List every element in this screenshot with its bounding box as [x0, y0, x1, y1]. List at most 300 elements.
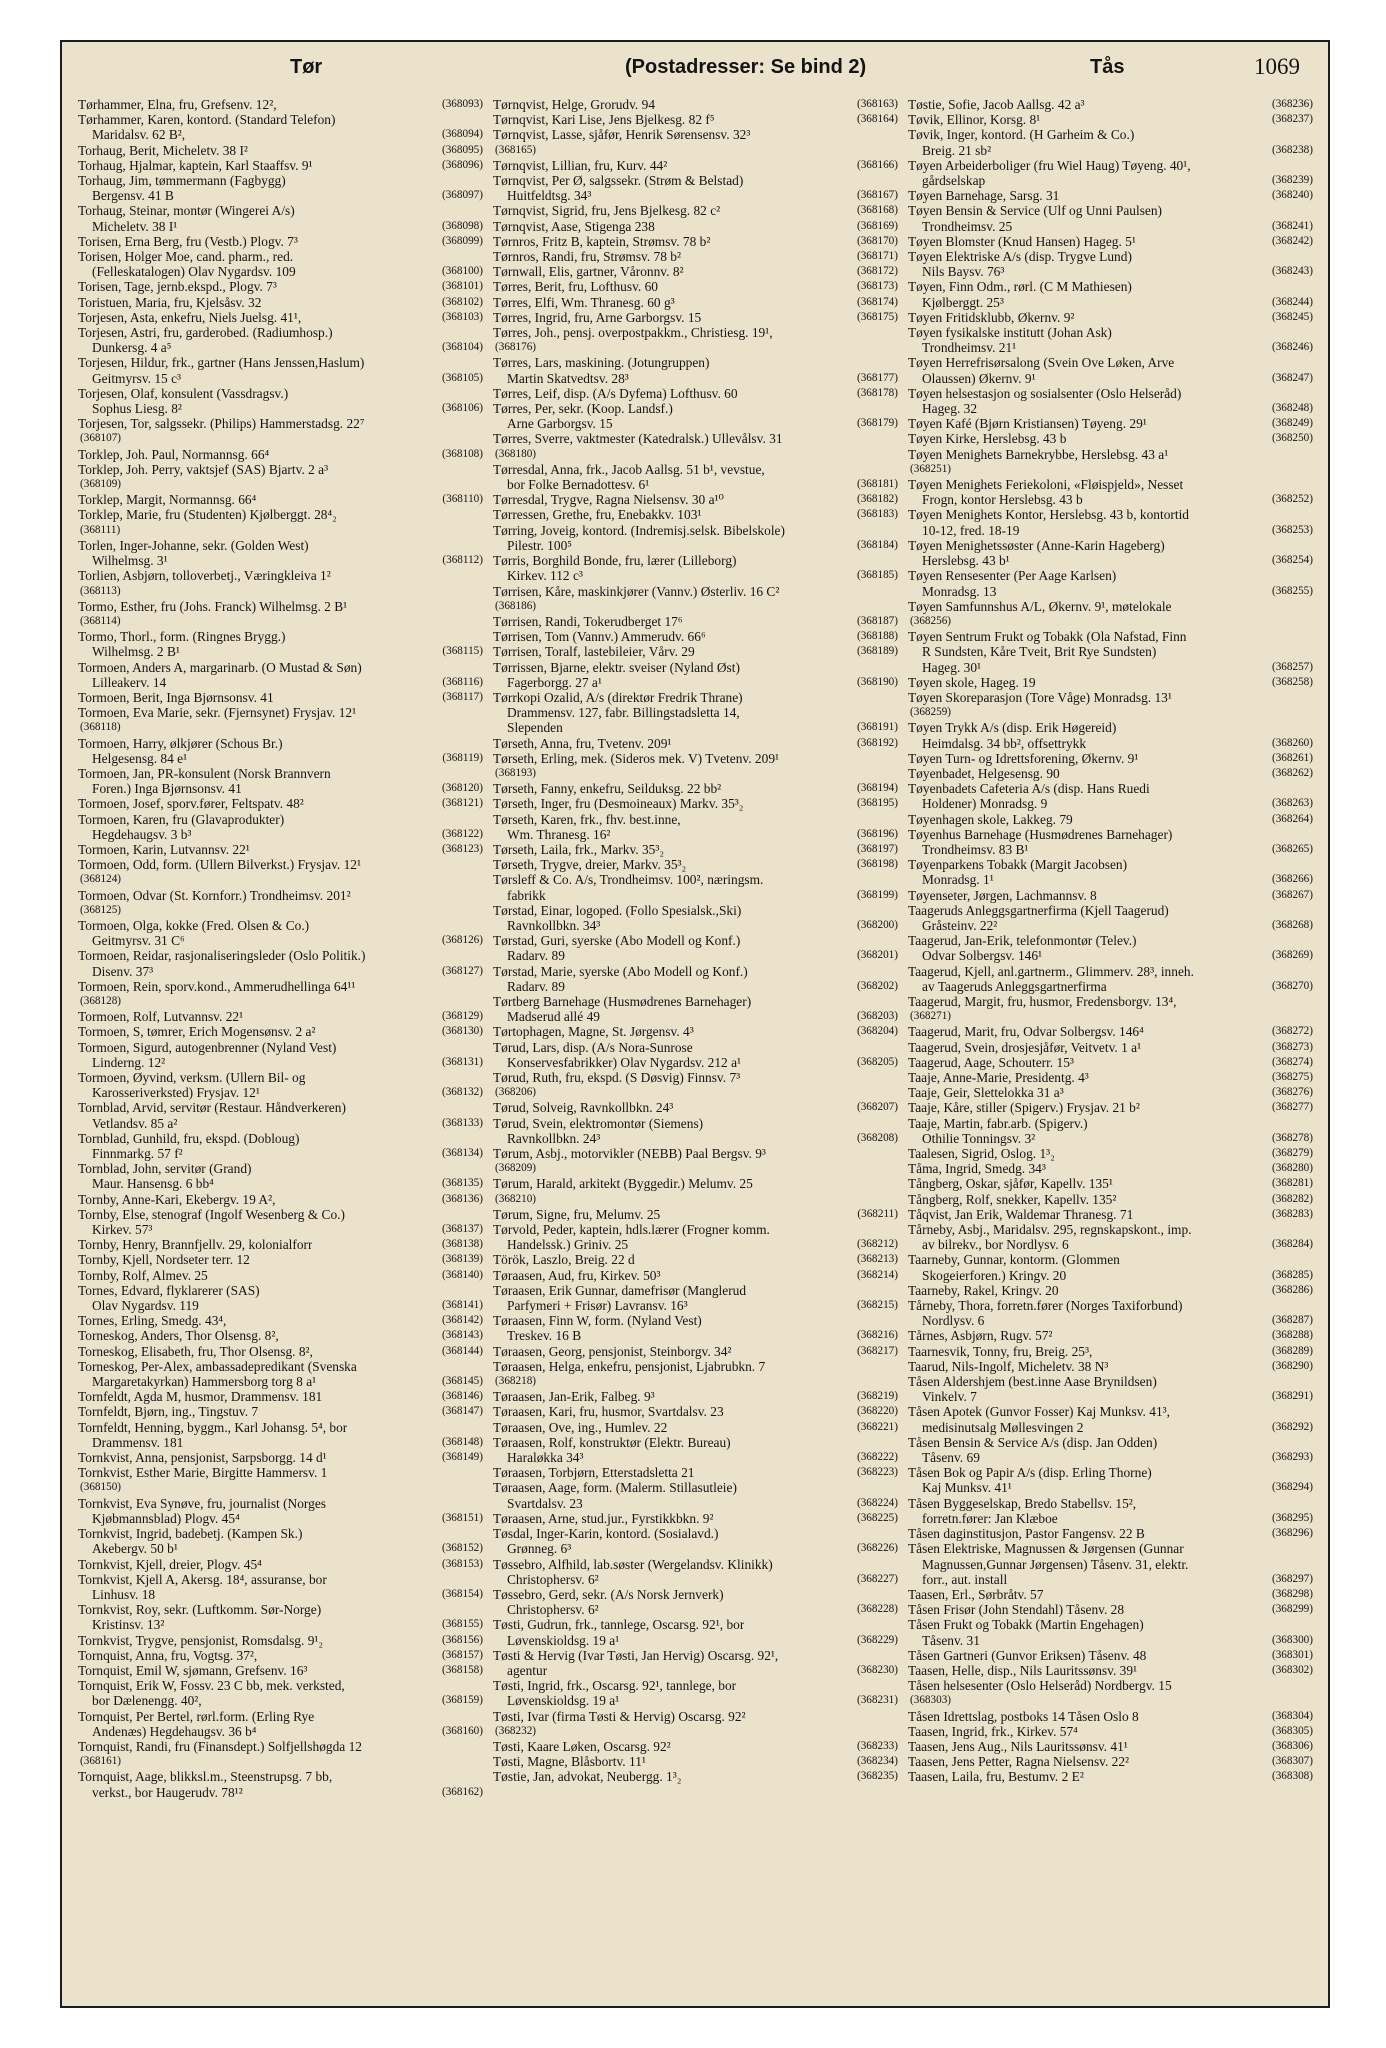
listing-number: (368192)	[856, 736, 898, 749]
listing-text: Török, Laszlo, Breig. 22 d	[493, 1252, 635, 1268]
listing-text: bor Dælenengg. 40²,	[92, 1693, 202, 1709]
listing-text: medisinutsalg Møllesvingen 2	[922, 1419, 1084, 1435]
listing-text: Martin Skatvedtsv. 28³	[507, 370, 629, 386]
listing-number: (368236)	[1271, 98, 1313, 110]
listing-line	[493, 492, 898, 507]
listing-line	[908, 1587, 1313, 1602]
listing-text: Løvenskioldsg. 19 a¹	[507, 1632, 620, 1648]
listing-line	[78, 1450, 483, 1465]
listing-line	[78, 1633, 483, 1648]
listing-text: Tørum, Asbj., motorvikler (NEBB) Paal Bergsv. 9³	[493, 1146, 766, 1162]
listing-number: (368297)	[1271, 1572, 1313, 1585]
listing-number: (368205)	[856, 1055, 898, 1068]
listing-text: Taasen, Helle, disp., Nils Lauritssønsv. 39¹	[908, 1662, 1138, 1678]
listing-number: (368169)	[856, 219, 898, 232]
listing-line	[493, 431, 898, 446]
listing-number: (368133)	[441, 1116, 483, 1129]
listing-line	[78, 538, 483, 553]
listing-number: (368230)	[856, 1663, 898, 1676]
listing-number: (368195)	[856, 797, 898, 810]
listing-number: (368266)	[1271, 873, 1313, 886]
listing-text: Torjesen, Asta, enkefru, Niels Juelsg. 41¹,	[78, 309, 302, 325]
listing-line	[78, 720, 483, 735]
listing-number: (368254)	[1271, 554, 1313, 567]
listing-text: Tørressen, Grethe, fru, Enebakkv. 103¹	[493, 507, 702, 523]
listing-number: (368226)	[856, 1542, 898, 1555]
listing-line	[78, 1283, 483, 1298]
listing-line	[908, 1252, 1313, 1267]
listing-text: Tornquist, Randi, fru (Finansdept.) Solfjellshøgda 12	[78, 1738, 362, 1754]
listing-number: (368219)	[856, 1390, 898, 1403]
listing-number: (368240)	[1271, 189, 1313, 202]
listing-text: Gråsteinv. 22²	[922, 917, 998, 933]
listing-line	[908, 1404, 1313, 1419]
listing-line	[78, 1785, 483, 1800]
listing-number: (368093)	[441, 98, 483, 110]
listing-number: (368250)	[1271, 432, 1313, 445]
listing-text: Tøyen Menighets Feriekoloni, «Fløispjeld», Nesset	[908, 477, 1184, 493]
listing-text: Tormo, Thorl., form. (Ringnes Brygg.)	[78, 629, 286, 645]
listing-number: (368269)	[1271, 949, 1313, 962]
listing-line	[908, 1511, 1313, 1526]
listing-line	[908, 1192, 1313, 1207]
listing-line	[493, 234, 898, 249]
listing-line	[908, 918, 1313, 933]
listing-text: Kjølberggt. 25³	[922, 294, 1004, 310]
listing-text: Christophersv. 6²	[507, 1571, 599, 1587]
listing-number: (368235)	[856, 1770, 898, 1783]
listing-text: Tørrisen, Kåre, maskinkjører (Vannv.) Østerliv. 16 C²	[493, 583, 780, 599]
listing-text: Tørstad, Guri, syerske (Abo Modell og Konf.)	[493, 933, 741, 949]
listing-text: (368176)	[495, 341, 537, 354]
listing-line	[908, 857, 1313, 872]
listing-number: (368098)	[441, 219, 483, 232]
listing-line	[908, 523, 1313, 538]
listing-line	[78, 599, 483, 614]
listing-text: Sophus Liesg. 8²	[92, 401, 182, 417]
listing-line	[493, 507, 898, 522]
listing-line	[78, 827, 483, 842]
listing-line	[78, 568, 483, 583]
listing-text: Holdener) Monradsg. 9	[922, 796, 1048, 812]
listing-number: (368238)	[1271, 143, 1313, 156]
listing-line	[78, 1161, 483, 1176]
listing-text: Tornquist, Per Bertel, rørl.form. (Erling Rye	[78, 1708, 315, 1724]
listing-number: (368286)	[1271, 1283, 1313, 1296]
listing-line	[908, 584, 1313, 599]
listing-line	[908, 979, 1313, 994]
listing-line	[493, 599, 898, 614]
listing-line	[78, 766, 483, 781]
listing-column-1	[78, 97, 483, 1994]
listing-text: Konservesfabrikker) Olav Nygardsv. 212 a¹	[507, 1054, 742, 1070]
listing-number: (368213)	[856, 1253, 898, 1266]
listing-number: (368200)	[856, 918, 898, 931]
listing-number: (368097)	[441, 189, 483, 202]
listing-text: Tøyen Bensin & Service (Ulf og Unni Paulsen)	[908, 203, 1163, 219]
listing-number: (368300)	[1271, 1633, 1313, 1646]
listing-line	[78, 1009, 483, 1024]
listing-number: (368110)	[442, 493, 483, 506]
listing-line	[78, 462, 483, 477]
listing-number: (368290)	[1271, 1359, 1313, 1372]
listing-line	[78, 1511, 483, 1526]
listing-line	[493, 1176, 898, 1191]
listing-text: Taarud, Nils-Ingolf, Micheletv. 38 N³	[908, 1358, 1109, 1374]
listing-number: (368116)	[442, 675, 483, 688]
listing-number: (368138)	[441, 1238, 483, 1251]
listing-text: Huitfeldtsg. 34³	[507, 188, 592, 204]
listing-text: Madserud allé 49	[507, 1009, 600, 1025]
listing-line	[908, 1161, 1313, 1176]
listing-text: Tørrkopi Ozalid, A/s (direktør Fredrik Thrane)	[493, 689, 743, 705]
listing-text: Tornby, Kjell, Nordseter terr. 12	[78, 1252, 250, 1268]
listing-text: Tørum, Signe, fru, Melumv. 25	[493, 1206, 661, 1222]
listing-line	[493, 1389, 898, 1404]
listing-number: (368105)	[441, 371, 483, 384]
listing-text: Tøyenparkens Tobakk (Margit Jacobsen)	[908, 857, 1128, 873]
listing-text: Kjøbmannsblad) Plogv. 45⁴	[92, 1510, 240, 1526]
listing-text: Tormoen, Eva Marie, sekr. (Fjernsynet) Frysjav. 12¹	[78, 705, 357, 721]
listing-line	[493, 1693, 898, 1708]
listing-number: (368134)	[441, 1147, 483, 1160]
listing-text: Grønneg. 6³	[507, 1541, 572, 1557]
listing-text: Radarv. 89	[507, 978, 565, 994]
listing-text: Linhusv. 18	[92, 1586, 156, 1602]
listing-text: Tåqvist, Jan Erik, Waldemar Thranesg. 71	[908, 1206, 1134, 1222]
listing-line	[493, 1511, 898, 1526]
listing-line	[908, 1420, 1313, 1435]
listing-text: Taaje, Martin, fabr.arb. (Spigerv.)	[908, 1115, 1088, 1131]
listing-line	[493, 97, 898, 112]
listing-line	[493, 538, 898, 553]
listing-number: (368103)	[441, 310, 483, 323]
listing-text: Tørnqvist, Lasse, sjåfør, Henrik Sørensensv. 32³	[493, 127, 751, 143]
listing-line	[78, 1024, 483, 1039]
listing-text: Finnmarkg. 57 f²	[92, 1146, 183, 1162]
listing-number: (368159)	[441, 1694, 483, 1707]
listing-line	[493, 614, 898, 629]
listing-text: (368161)	[80, 1755, 122, 1768]
listing-line	[493, 1633, 898, 1648]
listing-text: Tormoen, Anders A, margarinarb. (O Mustad & Søn)	[78, 659, 362, 675]
listing-number: (368304)	[1271, 1709, 1313, 1722]
listing-number: (368117)	[442, 690, 483, 703]
listing-text: bor Folke Bernadottesv. 6¹	[507, 477, 650, 493]
listing-line	[493, 1769, 898, 1784]
listing-number: (368288)	[1271, 1329, 1313, 1342]
listing-line	[78, 492, 483, 507]
listing-text: Tørhammer, Karen, kontord. (Standard Telefon)	[78, 112, 336, 128]
listing-text: (368251)	[910, 462, 952, 475]
listing-text: Taarneby, Gunnar, kontorm. (Glommen	[908, 1252, 1120, 1268]
listing-text: Disenv. 37³	[92, 963, 154, 979]
listing-number: (368139)	[441, 1253, 483, 1266]
listing-number: (368148)	[441, 1435, 483, 1448]
listing-text: Tormoen, Odd, form. (Ullern Bilverkst.) Frysjav. 12¹	[78, 857, 361, 873]
listing-line	[908, 1450, 1313, 1465]
listing-number: (368141)	[441, 1299, 483, 1312]
listing-text: Dunkersg. 4 a⁵	[92, 340, 172, 356]
listing-number: (368301)	[1271, 1648, 1313, 1661]
listing-text: Tørnros, Fritz B, kaptein, Strømsv. 78 b²	[493, 233, 711, 249]
listing-line	[493, 173, 898, 188]
listing-text: (368109)	[80, 478, 122, 491]
listing-line	[908, 1268, 1313, 1283]
listing-line	[493, 1541, 898, 1556]
listing-line	[78, 644, 483, 659]
listing-number: (368132)	[441, 1086, 483, 1099]
listing-line	[78, 1420, 483, 1435]
listing-line	[78, 1374, 483, 1389]
listing-line	[908, 1344, 1313, 1359]
listing-line	[78, 340, 483, 355]
listing-text: Torlien, Asbjørn, tolloverbetj., Væringkleiva 1²	[78, 568, 331, 584]
listing-number: (368307)	[1271, 1755, 1313, 1768]
listing-number: (368196)	[856, 827, 898, 840]
listing-number: (368283)	[1271, 1207, 1313, 1220]
listing-text: (368124)	[80, 873, 122, 886]
listing-number: (368136)	[441, 1192, 483, 1205]
listing-number: (368201)	[856, 949, 898, 962]
listing-line	[493, 1192, 898, 1207]
listing-text: Tørseth, Anna, fru, Tvetenv. 209¹	[493, 735, 672, 751]
listing-line	[78, 188, 483, 203]
listing-text: Tornquist, Erik W, Fossv. 23 C bb, mek. verksted,	[78, 1678, 345, 1694]
listing-line	[493, 796, 898, 811]
listing-number: (368262)	[1271, 766, 1313, 779]
listing-number: (368224)	[856, 1496, 898, 1509]
listing-line	[908, 1769, 1313, 1784]
listing-number: (368147)	[441, 1405, 483, 1418]
listing-line	[493, 340, 898, 355]
listing-number: (368144)	[441, 1344, 483, 1357]
listing-line	[908, 1617, 1313, 1632]
listing-line	[493, 1724, 898, 1739]
listing-line	[78, 1176, 483, 1191]
listing-number: (368263)	[1271, 797, 1313, 810]
listing-text: Tormoen, Harry, ølkjører (Schous Br.)	[78, 735, 283, 751]
listing-number: (368231)	[856, 1694, 898, 1707]
listing-line	[493, 1496, 898, 1511]
listing-number: (368145)	[441, 1375, 483, 1388]
listing-text: (368218)	[495, 1375, 537, 1388]
listing-line	[908, 933, 1313, 948]
listing-text: (Felleskatalogen) Olav Nygardsv. 109	[92, 264, 296, 280]
listing-line	[908, 1359, 1313, 1374]
listing-text: Tåsen Bok og Papir A/s (disp. Erling Thorne)	[908, 1465, 1152, 1481]
listing-line	[78, 1480, 483, 1495]
listing-number: (368296)	[1271, 1527, 1313, 1540]
listing-line	[493, 1678, 898, 1693]
listing-line	[908, 264, 1313, 279]
listing-text: Haraløkka 34³	[507, 1450, 584, 1466]
listing-line	[493, 1116, 898, 1131]
listing-number: (368222)	[856, 1451, 898, 1464]
listing-line	[493, 477, 898, 492]
listing-line	[493, 994, 898, 1009]
listing-number: (368182)	[856, 493, 898, 506]
listing-number: (368153)	[441, 1557, 483, 1570]
listing-line	[493, 1344, 898, 1359]
listing-number: (368202)	[856, 979, 898, 992]
listing-text: Taasen, Ingrid, frk., Kirkev. 57⁴	[908, 1723, 1078, 1739]
listing-line	[78, 1496, 483, 1511]
listing-line	[908, 1389, 1313, 1404]
listing-line	[493, 933, 898, 948]
listing-text: Vinkelv. 7	[922, 1389, 977, 1405]
listing-line	[908, 903, 1313, 918]
listing-text: Taaje, Kåre, stiller (Spigerv.) Frysjav. 21 b²	[908, 1100, 1140, 1116]
listing-text: (368128)	[80, 994, 122, 1007]
listing-text: (368303)	[910, 1694, 952, 1707]
listing-text: Tornfeldt, Agda M, husmor, Drammensv. 181	[78, 1389, 323, 1405]
listing-text: Løvenskioldsg. 19 a¹	[507, 1693, 620, 1709]
listing-line	[908, 401, 1313, 416]
listing-text: Kirkev. 112 c³	[507, 568, 583, 584]
listing-text: Tåsen Bensin & Service A/s (disp. Jan Odden)	[908, 1434, 1158, 1450]
listing-number: (368287)	[1271, 1314, 1313, 1327]
listing-line	[493, 1085, 898, 1100]
listing-line	[78, 1602, 483, 1617]
listing-text: Herslebsg. 43 b¹	[922, 553, 1010, 569]
listing-number: (368115)	[442, 645, 483, 658]
listing-line	[908, 416, 1313, 431]
listing-text: Torjesen, Hildur, frk., gartner (Hans Jenssen,Haslum)	[78, 355, 365, 371]
listing-text: Tornby, Anne-Kari, Ekebergv. 19 A²,	[78, 1191, 276, 1207]
listing-line	[493, 386, 898, 401]
listing-line	[908, 872, 1313, 887]
listing-text: Tørnwall, Elis, gartner, Våronnv. 8²	[493, 264, 684, 280]
listing-text: Tormoen, Karin, Lutvannsv. 22¹	[78, 841, 250, 857]
listing-line	[78, 1572, 483, 1587]
listing-text: Tøyen Menighetssøster (Anne-Karin Hageberg)	[908, 537, 1165, 553]
listing-line	[493, 355, 898, 370]
listing-text: Tørnqvist, Sigrid, fru, Jens Bjelkesg. 82 c²	[493, 203, 721, 219]
listing-number: (368155)	[441, 1618, 483, 1631]
listing-line	[908, 842, 1313, 857]
listing-line	[908, 249, 1313, 264]
listing-line	[908, 736, 1313, 751]
listing-text: Tøyenhagen skole, Lakkeg. 79	[908, 811, 1073, 827]
listing-text: Tormoen, Sigurd, autogenbrenner (Nyland Vest)	[78, 1039, 337, 1055]
listing-text: Tåsenv. 31	[922, 1632, 980, 1648]
listing-text: forr., aut. install	[922, 1571, 1008, 1587]
listing-number: (368167)	[856, 189, 898, 202]
listing-text: forretn.fører: Jan Klæboe	[922, 1510, 1058, 1526]
listing-line	[908, 690, 1313, 705]
page-header	[90, 54, 1300, 90]
listing-text: Arne Garborgsv. 15	[507, 416, 613, 432]
listing-text: Parfymeri + Frisør) Lavransv. 16³	[507, 1298, 688, 1314]
listing-text: Tøyen Blomster (Knud Hansen) Hageg. 5¹	[908, 233, 1136, 249]
listing-text: Tornblad, Arvid, servitør (Restaur. Håndverkeren)	[78, 1100, 346, 1116]
listing-number: (368162)	[441, 1785, 483, 1798]
listing-line	[78, 416, 483, 431]
listing-line	[908, 1693, 1313, 1708]
listing-number: (368255)	[1271, 584, 1313, 597]
listing-number: (368265)	[1271, 842, 1313, 855]
listing-text: Wilhelmsg. 3¹	[92, 553, 168, 569]
listing-text: Tåsen Apotek (Gunvor Fosser) Kaj Munksv. 41³,	[908, 1404, 1170, 1420]
listing-text: Tørres, Leif, disp. (A/s Dyfema) Lofthusv. 60	[493, 385, 738, 401]
listing-line	[493, 203, 898, 218]
listing-line	[78, 431, 483, 446]
listing-text: Tornfeldt, Bjørn, ing., Tingstuv. 7	[78, 1404, 259, 1420]
listing-text: Torjesen, Olaf, konsulent (Vassdragsv.)	[78, 385, 289, 401]
listing-line	[78, 812, 483, 827]
listing-number: (368243)	[1271, 265, 1313, 278]
listing-text: Slependen	[507, 720, 563, 736]
header-first-entry: Tør	[290, 56, 323, 78]
listing-line	[493, 1024, 898, 1039]
listing-text: Tornby, Henry, Brannfjellv. 29, kolonialforr	[78, 1237, 313, 1253]
listing-line	[78, 614, 483, 629]
listing-line	[908, 751, 1313, 766]
listing-line	[78, 1100, 483, 1115]
listing-number: (368171)	[856, 250, 898, 263]
listing-text: Tørnros, Randi, fru, Strømsv. 78 b²	[493, 249, 681, 265]
listing-line	[493, 1557, 898, 1572]
listing-text: Micheletv. 38 I¹	[92, 218, 178, 234]
listing-text: Olav Nygardsv. 119	[92, 1298, 199, 1314]
listing-number: (368119)	[442, 751, 483, 764]
listing-line	[493, 1161, 898, 1176]
listing-text: Tøyen Kirke, Herslebsg. 43 b	[908, 431, 1067, 447]
listing-text: (368256)	[910, 614, 952, 627]
listing-number: (368104)	[441, 341, 483, 354]
listing-text: Tørum, Harald, arkitekt (Byggedir.) Melumv. 25	[493, 1176, 753, 1192]
listing-text: Tørseth, Karen, frk., fhv. best.inne,	[493, 811, 681, 827]
listing-text: Tornes, Edvard, flyklarerer (SAS)	[78, 1282, 260, 1298]
listing-line	[78, 660, 483, 675]
listing-text: Nordlysv. 6	[922, 1313, 985, 1329]
listing-number: (368143)	[441, 1329, 483, 1342]
listing-text: Skogeierforen.) Kringv. 20	[922, 1267, 1067, 1283]
listing-number: (368293)	[1271, 1451, 1313, 1464]
listing-text: (368193)	[495, 766, 537, 779]
listing-text: Torhaug, Steinar, montør (Wingerei A/s)	[78, 203, 295, 219]
listing-line	[908, 1207, 1313, 1222]
listing-line	[493, 1359, 898, 1374]
listing-text: Tøsti, Magne, Blåsbortv. 11¹	[493, 1754, 646, 1770]
listing-line	[78, 796, 483, 811]
listing-text: Torklep, Marie, fru (Studenten) Kjølberggt. 28⁴₂	[78, 507, 337, 523]
listing-number: (368190)	[856, 675, 898, 688]
listing-text: Tornkvist, Roy, sekr. (Luftkomm. Sør-Norge)	[78, 1602, 322, 1618]
listing-text: Tørrisen, Tom (Vannv.) Ammerudv. 66⁶	[493, 629, 706, 645]
listing-text: Tøraasen, Jan-Erik, Falbeg. 9³	[493, 1389, 655, 1405]
listing-text: Torklep, Margit, Normannsg. 66⁴	[78, 492, 257, 508]
listing-line	[908, 219, 1313, 234]
listing-text: Tøstie, Jan, advokat, Neubergg. 1³₂	[493, 1769, 682, 1785]
listing-column-2	[493, 97, 898, 1994]
listing-number: (368101)	[441, 280, 483, 293]
listing-text: Maridalsv. 62 B²,	[92, 127, 186, 143]
listing-number: (368164)	[856, 113, 898, 126]
listing-text: Hageg. 32	[922, 401, 978, 417]
listing-line	[78, 1268, 483, 1283]
listing-line	[78, 1298, 483, 1313]
listing-text: Tøyen skole, Hageg. 19	[908, 674, 1036, 690]
listing-line	[908, 1465, 1313, 1480]
listing-text: Tormo, Esther, fru (Johs. Franck) Wilhelmsg. 2 B¹	[78, 598, 348, 614]
listing-line	[78, 1739, 483, 1754]
listing-number: (368179)	[856, 417, 898, 430]
listing-number: (368279)	[1271, 1147, 1313, 1160]
page-number: 1069	[1254, 54, 1300, 79]
listing-text: (368259)	[910, 706, 952, 719]
